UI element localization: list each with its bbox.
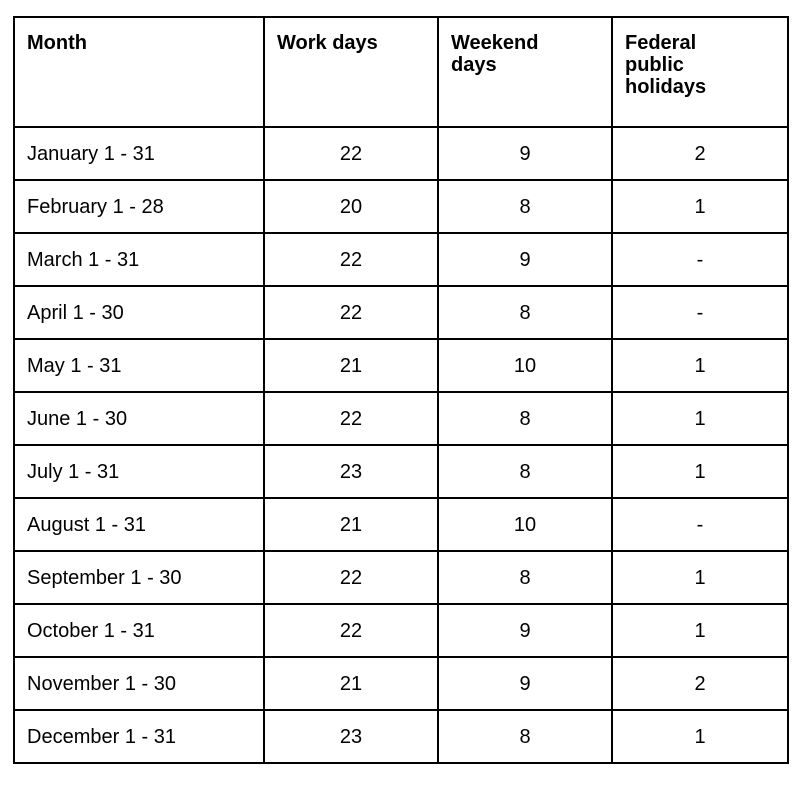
header-federal-holidays [612,17,788,127]
cell-month: February 1 - 28 [14,180,264,233]
table-row [14,710,788,763]
cell-month: December 1 - 31 [14,710,264,763]
cell-month: August 1 - 31 [14,498,264,551]
cell-holidays: 1 [612,551,788,604]
cell-work-days: 22 [264,127,438,180]
cell-month: May 1 - 31 [14,339,264,392]
cell-weekend-days: 8 [438,445,612,498]
cell-weekend-days: 10 [438,498,612,551]
cell-weekend-days: 10 [438,339,612,392]
cell-holidays: 1 [612,604,788,657]
table-row [14,286,788,339]
cell-holidays: - [612,286,788,339]
cell-work-days: 22 [264,392,438,445]
cell-work-days: 23 [264,445,438,498]
cell-month: January 1 - 31 [14,127,264,180]
header-month-label: Month [27,32,87,54]
cell-holidays: 1 [612,710,788,763]
cell-holidays: 1 [612,445,788,498]
header-holidays-line1: Federal [625,32,697,54]
cell-weekend-days: 9 [438,233,612,286]
cell-holidays: 2 [612,127,788,180]
cell-weekend-days: 9 [438,127,612,180]
cell-holidays: - [612,233,788,286]
cell-work-days: 21 [264,657,438,710]
cell-weekend-days: 8 [438,286,612,339]
cell-work-days: 21 [264,339,438,392]
cell-work-days: 22 [264,551,438,604]
cell-work-days: 20 [264,180,438,233]
cell-month: April 1 - 30 [14,286,264,339]
cell-weekend-days: 8 [438,710,612,763]
cell-holidays: 2 [612,657,788,710]
cell-work-days: 22 [264,286,438,339]
cell-holidays: 1 [612,339,788,392]
table-row [14,657,788,710]
header-weekend-days [438,17,612,127]
table-row [14,233,788,286]
cell-month: June 1 - 30 [14,392,264,445]
header-month [14,17,264,127]
cell-weekend-days: 9 [438,604,612,657]
header-weekend-days-line2: days [451,54,497,76]
table-row [14,551,788,604]
cell-work-days: 22 [264,233,438,286]
cell-holidays: - [612,498,788,551]
cell-month: September 1 - 30 [14,551,264,604]
table-row [14,127,788,180]
cell-work-days: 21 [264,498,438,551]
table-row [14,392,788,445]
cell-weekend-days: 8 [438,180,612,233]
table-row [14,445,788,498]
header-work-days-label: Work days [277,32,378,54]
cell-weekend-days: 8 [438,392,612,445]
cell-holidays: 1 [612,180,788,233]
cell-month: November 1 - 30 [14,657,264,710]
header-weekend-days-line1: Weekend [451,32,539,54]
table-row [14,604,788,657]
table-row [14,180,788,233]
cell-month: October 1 - 31 [14,604,264,657]
table-row [14,339,788,392]
cell-weekend-days: 8 [438,551,612,604]
cell-month: March 1 - 31 [14,233,264,286]
header-holidays-line2: public [625,54,684,76]
header-work-days [264,17,438,127]
cell-month: July 1 - 31 [14,445,264,498]
header-holidays-line3: holidays [625,76,707,98]
calendar-days-table [13,16,789,764]
cell-work-days: 23 [264,710,438,763]
cell-work-days: 22 [264,604,438,657]
cell-weekend-days: 9 [438,657,612,710]
table-header-row [14,17,788,127]
table-row [14,498,788,551]
cell-holidays: 1 [612,392,788,445]
